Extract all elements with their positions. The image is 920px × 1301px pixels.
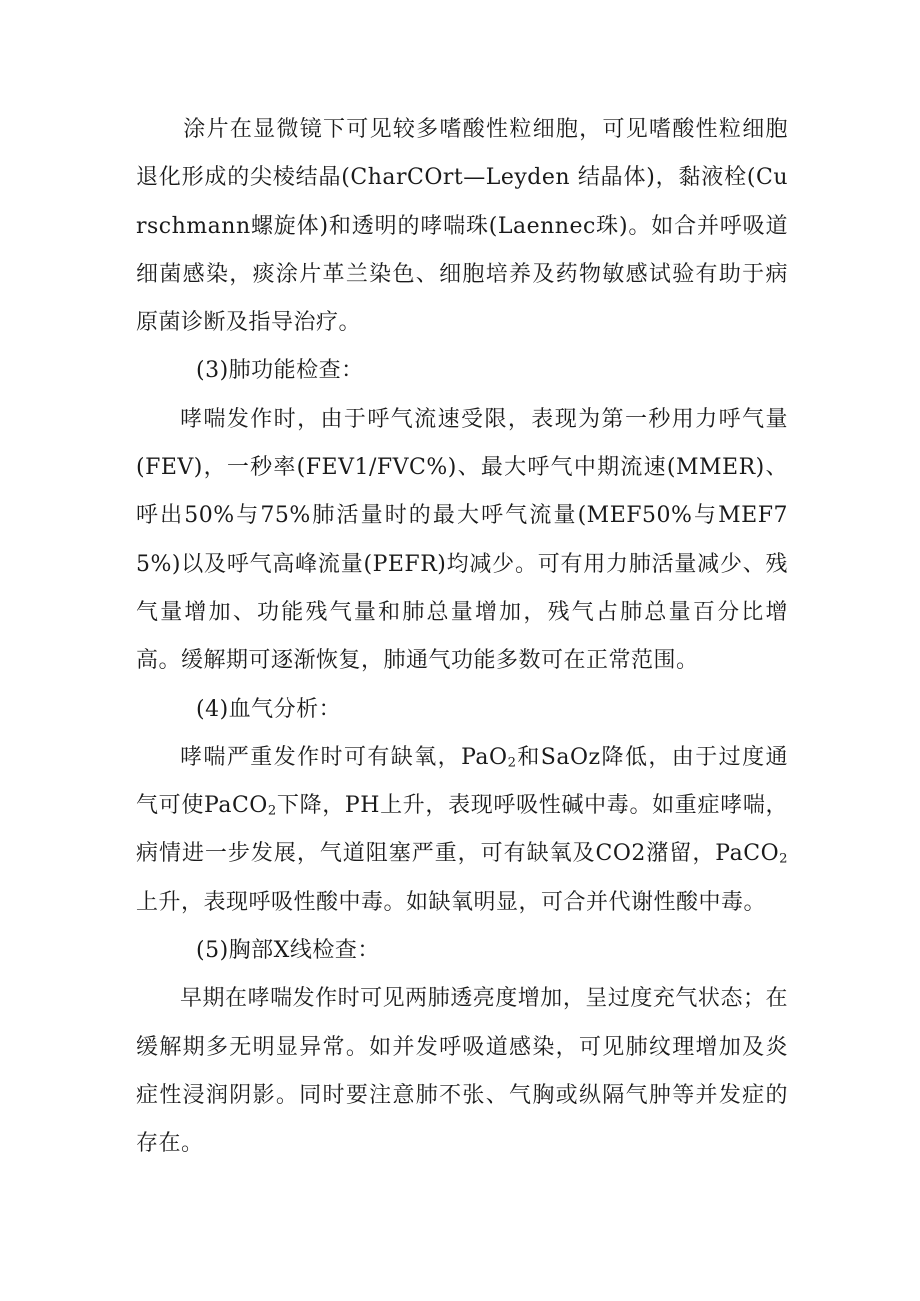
subscript-2: 2 <box>267 803 277 819</box>
lung-function-heading: (3)肺功能检查： <box>196 358 364 384</box>
subscript-2: 2 <box>507 755 517 771</box>
document-page <box>136 106 788 1169</box>
sputum-smear-paragraph: 涂片在显微镜下可见较多嗜酸性粒细胞，可见嗜酸性粒细胞退化形成的尖棱结晶(CharCOrt—Leyden 结晶体)，黏液栓(Curschmann螺旋体)和透明的哮喘珠(Laennec珠)。如合并呼吸道细菌感染，痰涂片革兰染色、细胞培养及药物敏感试验有助于病原菌诊断及指导治疗。 <box>136 117 788 336</box>
subscript-2: 2 <box>779 852 788 868</box>
blood-gas-text-3: 下降，PH上升，表现呼吸性碱中毒。如重症哮喘，病情进一步发展，气道阻塞严重，可有缺氧及CO2潴留，PaCO <box>136 793 788 867</box>
chest-xray-paragraph: 早期在哮喘发作时可见两肺透亮度增加，呈过度充气状态；在缓解期多无明显异常。如并发呼吸道感染，可见肺纹理增加及炎症性浸润阴影。同时要注意肺不张、气胸或纵隔气肿等并发症的存在。 <box>136 986 788 1157</box>
blood-gas-paragraph <box>136 734 788 927</box>
blood-gas-text-2: 和SaOz降低，由于过度通气可使PaCO <box>136 744 789 819</box>
blood-gas-text-4: 上升，表现呼吸性酸中毒。如缺氧明显，可合并代谢性酸中毒。 <box>136 889 767 915</box>
lung-function-paragraph: 哮喘发作时，由于呼气流速受限，表现为第一秒用力呼气量(FEV)，一秒率(FEV1/FVC%)、最大呼气中期流速(MMER)、呼出50%与75%肺活量时的最大呼气流量(MEF50%与MEF75%)以及呼气高峰流量(PEFR)均减少。可有用力肺活量减少、残气量增加、功能残气量和肺总量增加，残气占肺总量百分比增高。缓解期可逐渐恢复，肺通气功能多数可在正常范围。 <box>136 406 788 674</box>
chest-xray-heading: (5)胸部X线检查： <box>196 938 380 964</box>
blood-gas-heading: (4)血气分析： <box>196 696 342 722</box>
blood-gas-text-1: 哮喘严重发作时可有缺氧，PaO <box>180 744 508 770</box>
